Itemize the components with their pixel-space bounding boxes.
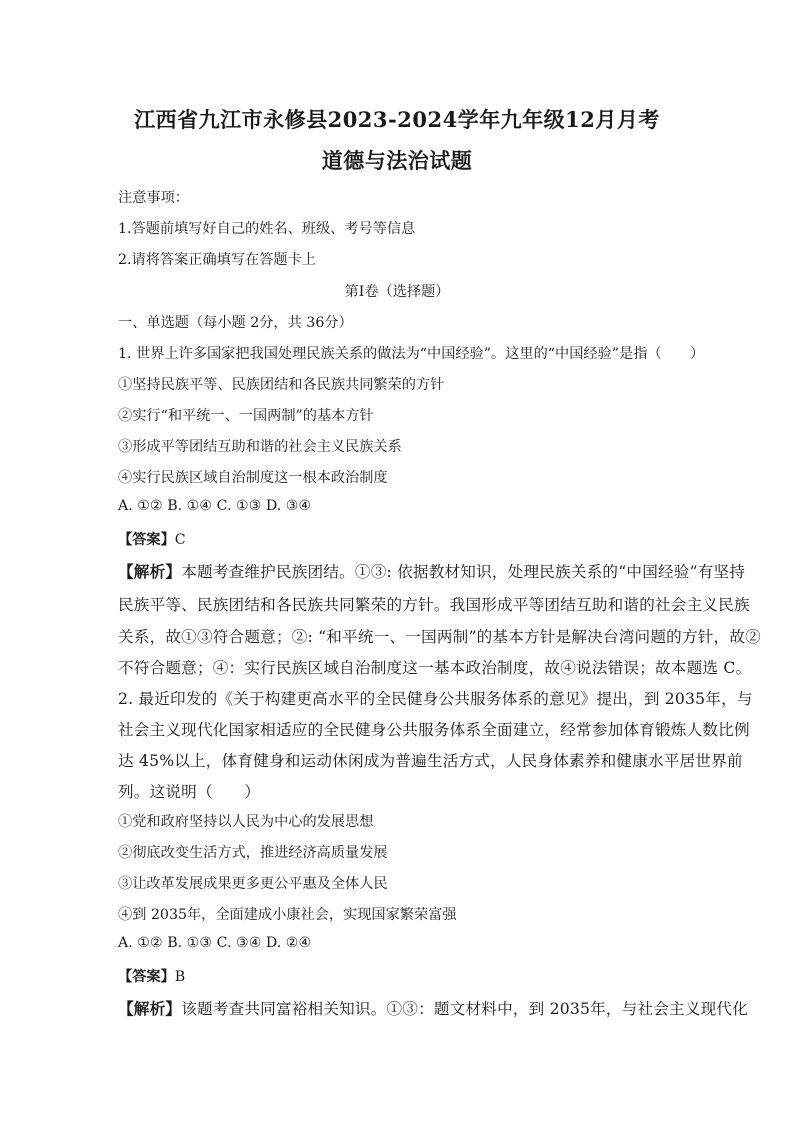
q2-analysis-line-1 bbox=[118, 997, 749, 1019]
q1-option-4: ④实行民族区域自治制度这一根本政治制度 bbox=[118, 470, 388, 486]
part-title: 一、单选题（每小题 2分，共 36分） bbox=[118, 315, 353, 331]
q2-answer-value: B bbox=[174, 969, 186, 985]
q2-stem-line-1: 2. 最近印发的《关于构建更高水平的全民健身公共服务体系的意见》提出，到 2035年，与 bbox=[118, 690, 753, 708]
q2-analysis-label: 【解析】 bbox=[118, 999, 182, 1018]
q1-choices: A. ①② B. ①④ C. ①③ D. ③④ bbox=[118, 498, 312, 514]
q1-analysis-line-2: 民族平等、民族团结和各民族共同繁荣的方针。我国形成平等团结互助和谐的社会主义民族 bbox=[118, 596, 750, 614]
q1-analysis-line-1 bbox=[118, 560, 746, 582]
q2-stem-line-2: 社会主义现代化国家相适应的全民健身公共服务体系全面建立，经常参加体育锻炼人数比例 bbox=[118, 721, 750, 739]
q1-option-2: ②实行“和平统一、一国两制”的基本方针 bbox=[118, 408, 374, 424]
q2-analysis-text-1: 该题考查共同富裕相关知识。①③：题文材料中，到 2035年，与社会主义现代化 bbox=[181, 1000, 749, 1018]
q2-option-4: ④到 2035年，全面建成小康社会，实现国家繁荣富强 bbox=[118, 907, 457, 923]
exam-subtitle: 道德与法治试题 bbox=[321, 148, 473, 173]
q1-analysis-line-3: 关系，故①③符合题意；②: “和平统一、一国两制”的基本方针是解决台湾问题的方针，故② bbox=[118, 628, 761, 646]
exam-title: 江西省九江市永修县2023-2024学年九年级12月月考 bbox=[134, 107, 660, 132]
notes-heading: 注意事项： bbox=[118, 190, 189, 206]
q1-analysis-line-4: 不符合题意；④：实行民族区域自治制度这一基本政治制度，故④说法错误；故本题选 C。 bbox=[118, 659, 752, 677]
q2-answer-label: 【答案】 bbox=[118, 969, 175, 985]
q1-analysis-text-1: 本题考查维护民族团结。①③: 依据教材知识，处理民族关系的“中国经验”有坚持 bbox=[181, 563, 746, 581]
q2-stem-line-3: 达 45%以上，体育健身和运动休闲成为普遍生活方式，人民身体素养和健康水平居世界前 bbox=[118, 752, 743, 770]
q1-answer bbox=[118, 529, 186, 549]
q2-answer bbox=[118, 966, 185, 986]
notes-item-1: 1.答题前填写好自己的姓名、班级、考号等信息 bbox=[118, 221, 416, 237]
q1-analysis-label: 【解析】 bbox=[118, 562, 182, 581]
volume-title: 第I卷（选择题） bbox=[344, 284, 450, 300]
notes-item-2: 2.请将答案正确填写在答题卡上 bbox=[118, 252, 316, 268]
q2-option-2: ②彻底改变生活方式，推进经济高质量发展 bbox=[118, 845, 388, 861]
q2-option-1: ①党和政府坚持以人民为中心的发展思想 bbox=[118, 814, 374, 830]
q1-answer-label: 【答案】 bbox=[118, 532, 175, 548]
q2-choices: A. ①② B. ①③ C. ③④ D. ②④ bbox=[118, 935, 312, 951]
q2-stem-line-4: 列。这说明（ ） bbox=[118, 783, 261, 801]
q1-stem: 1. 世界上许多国家把我国处理民族关系的做法为“中国经验”。这里的“中国经验”是指（ ） bbox=[118, 346, 705, 362]
q1-option-3: ③形成平等团结互助和谐的社会主义民族关系 bbox=[118, 439, 402, 455]
q1-option-1: ①坚持民族平等、民族团结和各民族共同繁荣的方针 bbox=[118, 377, 445, 393]
q2-option-3: ③让改革发展成果更多更公平惠及全体人民 bbox=[118, 876, 388, 892]
q1-answer-value: C bbox=[174, 532, 186, 548]
